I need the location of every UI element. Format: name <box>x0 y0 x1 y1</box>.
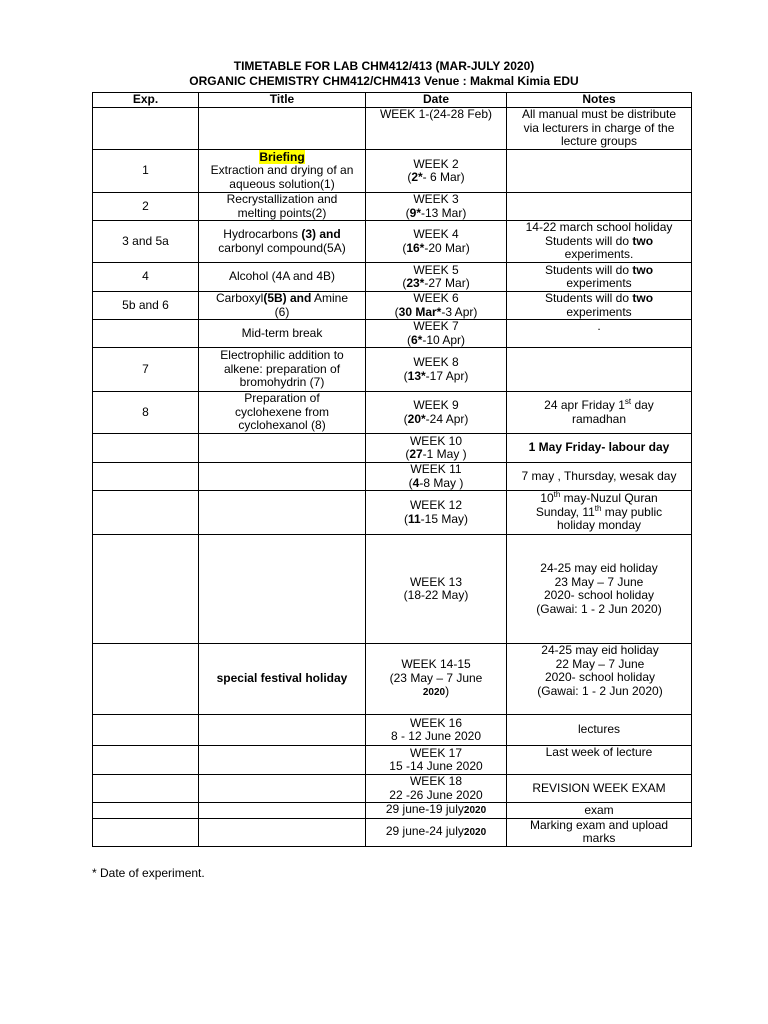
table-row <box>93 491 692 535</box>
notes-line: day <box>631 398 654 412</box>
title-line: Amine <box>311 291 349 305</box>
title-cell <box>199 535 366 644</box>
title-cell <box>199 150 366 193</box>
date-year: 2020 <box>463 826 487 838</box>
title-line: carbonyl compound(5A) <box>218 240 346 255</box>
table-row <box>93 535 692 644</box>
experiment-date: 6* <box>410 332 423 347</box>
title-line: Hydrocarbons <box>223 227 302 241</box>
exp-cell <box>93 108 199 150</box>
exp-cell <box>93 803 199 819</box>
table-row <box>93 644 692 715</box>
week-label: WEEK 14-15 <box>401 657 471 672</box>
date-cell <box>366 746 507 775</box>
experiment-date: 30 Mar* <box>398 304 442 319</box>
exp-cell <box>93 818 199 846</box>
table-row <box>93 221 692 263</box>
week-label: WEEK 10 <box>409 433 463 448</box>
experiment-date: 2* <box>411 170 423 184</box>
date-paren: ( <box>403 368 408 383</box>
title-line: cyclohexene from <box>234 404 330 419</box>
experiment-date: 23* <box>406 276 425 290</box>
title-cell <box>199 803 366 819</box>
notes-line: lecture groups <box>560 134 638 149</box>
notes-cell <box>507 392 692 434</box>
exp-cell <box>93 775 199 803</box>
notes-line: ramadhan <box>571 411 627 426</box>
notes-cell: . <box>507 320 692 348</box>
title-cell <box>199 108 366 150</box>
table-row <box>93 434 692 463</box>
title-line: Recrystallization and <box>226 192 338 206</box>
notes-line: holiday monday <box>556 518 642 533</box>
title-line: Preparation of <box>244 391 320 405</box>
week-label: WEEK 17 <box>409 745 463 760</box>
week-label: WEEK 18 <box>409 774 463 788</box>
date-cell <box>366 108 507 150</box>
exp-cell: 2 <box>93 193 199 221</box>
table-row <box>93 263 692 292</box>
notes-line: 24 apr Friday 1 <box>544 398 625 412</box>
notes-cell <box>507 292 692 320</box>
notes-line: 22 May – 7 June <box>555 656 645 671</box>
date-range: 15 -14 June 2020 <box>389 759 483 773</box>
table-row <box>93 746 692 775</box>
exp-cell <box>93 644 199 715</box>
document-title <box>0 59 768 89</box>
notes-cell: 1 May Friday- labour day <box>507 434 692 463</box>
date-range: -10 Apr) <box>422 332 466 347</box>
experiment-date: 16* <box>406 240 425 255</box>
notes-superscript: th <box>553 490 561 500</box>
exp-cell <box>93 746 199 775</box>
date-cell <box>366 463 507 491</box>
experiment-date: 13* <box>407 368 426 383</box>
date-cell <box>366 263 507 292</box>
table-row <box>93 348 692 392</box>
exp-cell: 4 <box>93 263 199 292</box>
date-cell <box>366 392 507 434</box>
title-line: aqueous solution(1) <box>229 176 335 191</box>
notes-cell <box>507 108 692 150</box>
date-range: 8 - 12 June 2020 <box>390 729 482 743</box>
notes-cell <box>507 644 692 715</box>
title-cell <box>199 348 366 392</box>
header-row <box>93 93 692 108</box>
notes-cell <box>507 263 692 292</box>
date-paren: ( <box>402 240 407 255</box>
table-row <box>93 818 692 846</box>
date-paren: ( <box>407 170 412 184</box>
exp-cell <box>93 491 199 535</box>
week-label: WEEK 9 <box>413 398 459 412</box>
date-cell <box>366 193 507 221</box>
date-range: (18-22 May) <box>403 588 469 602</box>
notes-line: experiments. <box>564 247 634 262</box>
title-line: bromohydrin (7) <box>239 375 325 390</box>
date-range: -27 Mar) <box>424 276 470 290</box>
notes-cell: REVISION WEEK EXAM <box>507 775 692 803</box>
title-cell: Mid-term break <box>199 320 366 348</box>
table-row <box>93 150 692 193</box>
table-row <box>93 775 692 803</box>
date-paren: ( <box>405 447 410 461</box>
date-text: WEEK 1-(24-28 Feb) <box>379 107 493 121</box>
notes-line: 24-25 may eid holiday <box>541 643 659 657</box>
week-label: WEEK 4 <box>413 227 459 241</box>
experiment-date: 20* <box>407 411 426 426</box>
title-line: cyclohexanol (8) <box>238 418 326 432</box>
week-label: WEEK 7 <box>413 319 459 333</box>
date-range: 22 -26 June 2020 <box>389 787 483 802</box>
timetable <box>92 92 692 847</box>
notes-line: via lecturers in charge of the <box>523 120 675 135</box>
exp-cell <box>93 535 199 644</box>
exp-cell: 1 <box>93 150 199 193</box>
notes-line: 23 May – 7 June <box>554 574 644 589</box>
date-cell <box>366 644 507 715</box>
date-year: 2020 <box>463 805 487 816</box>
exp-cell <box>93 463 199 491</box>
experiment-date: 27 <box>409 447 423 461</box>
date-year: 2020 <box>422 687 446 699</box>
date-range: -1 May ) <box>422 447 467 461</box>
notes-cell: lectures <box>507 715 692 746</box>
experiment-date: 11 <box>407 511 421 526</box>
exp-cell <box>93 715 199 746</box>
table-row <box>93 108 692 150</box>
notes-line: Marking exam and upload <box>529 818 669 832</box>
notes-bold: two <box>632 291 654 305</box>
date-range: -13 Mar) <box>421 205 467 220</box>
date-paren: ( <box>406 332 411 347</box>
header-date: Date <box>366 93 507 108</box>
title-cell <box>199 775 366 803</box>
date-range: - 6 Mar) <box>422 170 465 184</box>
notes-superscript: st <box>624 397 632 406</box>
date-range: -24 Apr) <box>425 411 469 426</box>
notes-cell <box>507 491 692 535</box>
title-bold: (5B) and <box>263 291 312 305</box>
notes-cell <box>507 535 692 644</box>
date-paren: ) <box>445 684 450 699</box>
date-range: -8 May ) <box>419 475 464 490</box>
week-label: WEEK 5 <box>413 262 459 277</box>
notes-cell <box>507 193 692 221</box>
header-exp: Exp. <box>93 93 199 108</box>
date-cell <box>366 803 507 819</box>
date-range: -20 Mar) <box>424 240 470 255</box>
date-paren: ( <box>405 205 410 220</box>
date-range: -3 Apr) <box>441 304 478 319</box>
notes-line: 2020- school holiday <box>543 588 655 602</box>
notes-superscript: th <box>594 503 602 513</box>
week-label: WEEK 16 <box>409 715 463 730</box>
notes-line: 14-22 march school holiday <box>525 220 673 235</box>
date-cell <box>366 715 507 746</box>
week-label: WEEK 2 <box>413 156 459 171</box>
title-bold: (3) and <box>301 227 341 241</box>
exp-cell: 7 <box>93 348 199 392</box>
title-cell <box>199 715 366 746</box>
title-line: melting points(2) <box>237 205 327 220</box>
experiment-date: 4 <box>412 475 420 490</box>
table-row <box>93 715 692 746</box>
title-cell <box>199 818 366 846</box>
notes-cell: exam <box>507 803 692 819</box>
title-line: Extraction and drying of an <box>210 163 354 178</box>
notes-line: experiments <box>566 304 632 319</box>
date-paren: ( <box>403 411 408 426</box>
notes-cell <box>507 221 692 263</box>
notes-line: may-Nuzul Quran <box>560 491 658 506</box>
notes-line: (Gawai: 1 - 2 Jun 2020) <box>536 601 662 616</box>
exp-cell: 3 and 5a <box>93 221 199 263</box>
footnote: * Date of experiment. <box>92 866 205 880</box>
date-paren: ( <box>402 276 407 290</box>
notes-line: may public <box>601 504 663 519</box>
title-line-1: TIMETABLE FOR LAB CHM412/413 (MAR-JULY 2020) <box>233 59 535 73</box>
date-paren: ( <box>408 475 413 490</box>
title-cell <box>199 193 366 221</box>
notes-line: All manual must be distribute <box>521 107 677 122</box>
title-cell: special festival holiday <box>199 644 366 715</box>
table-row <box>93 392 692 434</box>
notes-line: Students will do <box>544 291 633 305</box>
notes-bold: two <box>632 262 654 277</box>
date-range: 29 june-24 july <box>385 823 464 838</box>
date-cell <box>366 775 507 803</box>
week-label: WEEK 3 <box>413 192 459 206</box>
date-paren: ( <box>403 511 408 526</box>
table-row <box>93 320 692 348</box>
notes-cell <box>507 348 692 392</box>
date-range: -15 May) <box>420 511 469 526</box>
briefing-highlight: Briefing <box>259 149 305 164</box>
title-cell <box>199 221 366 263</box>
title-line-2: ORGANIC CHEMISTRY CHM412/CHM413 Venue : Makmal Kimia EDU <box>189 74 579 88</box>
week-label: WEEK 6 <box>413 291 459 305</box>
exp-cell <box>93 320 199 348</box>
notes-line: 24-25 may eid holiday <box>540 561 658 575</box>
date-cell <box>366 221 507 263</box>
week-label: WEEK 11 <box>410 462 462 476</box>
notes-cell: Last week of lecture <box>507 746 692 775</box>
table-row <box>93 193 692 221</box>
date-cell <box>366 491 507 535</box>
week-label: WEEK 8 <box>413 355 459 369</box>
table-row <box>93 463 692 491</box>
date-cell <box>366 434 507 463</box>
notes-cell <box>507 150 692 193</box>
date-cell <box>366 150 507 193</box>
notes-cell <box>507 818 692 846</box>
date-cell <box>366 535 507 644</box>
exp-cell <box>93 434 199 463</box>
title-line: (6) <box>274 304 290 319</box>
header-notes: Notes <box>507 93 692 108</box>
title-cell <box>199 463 366 491</box>
week-label: WEEK 13 <box>409 574 463 589</box>
notes-line: 10 <box>540 491 554 506</box>
date-cell <box>366 320 507 348</box>
notes-line: marks <box>582 831 616 845</box>
title-cell <box>199 392 366 434</box>
notes-bold: two <box>632 233 654 248</box>
date-cell <box>366 818 507 846</box>
date-cell <box>366 292 507 320</box>
experiment-date: 9* <box>409 205 421 220</box>
date-range: -17 Apr) <box>425 368 469 383</box>
title-cell <box>199 746 366 775</box>
notes-line: Students will do <box>544 233 633 248</box>
date-range: 29 june-19 july <box>385 802 464 816</box>
table-row <box>93 803 692 819</box>
notes-line: (Gawai: 1 - 2 Jun 2020) <box>537 683 663 698</box>
title-cell <box>199 491 366 535</box>
header-title: Title <box>199 93 366 108</box>
date-range: (23 May – 7 June <box>389 670 483 685</box>
title-cell: Alcohol (4A and 4B) <box>199 263 366 292</box>
notes-line: 2020- school holiday <box>544 670 656 684</box>
notes-cell: 7 may , Thursday, wesak day <box>507 463 692 491</box>
date-paren: ( <box>394 304 399 319</box>
title-cell <box>199 292 366 320</box>
notes-line: Sunday, 11 <box>535 504 595 519</box>
week-label: WEEK 12 <box>409 498 463 512</box>
notes-line: Students will do <box>544 262 633 277</box>
table-row <box>93 292 692 320</box>
title-line: alkene: preparation of <box>223 361 341 376</box>
exp-cell: 8 <box>93 392 199 434</box>
title-line: Carboxyl <box>215 291 264 305</box>
title-line: Electrophilic addition to <box>220 348 344 363</box>
notes-line: experiments <box>566 276 632 290</box>
exp-cell: 5b and 6 <box>93 292 199 320</box>
date-cell <box>366 348 507 392</box>
title-cell <box>199 434 366 463</box>
